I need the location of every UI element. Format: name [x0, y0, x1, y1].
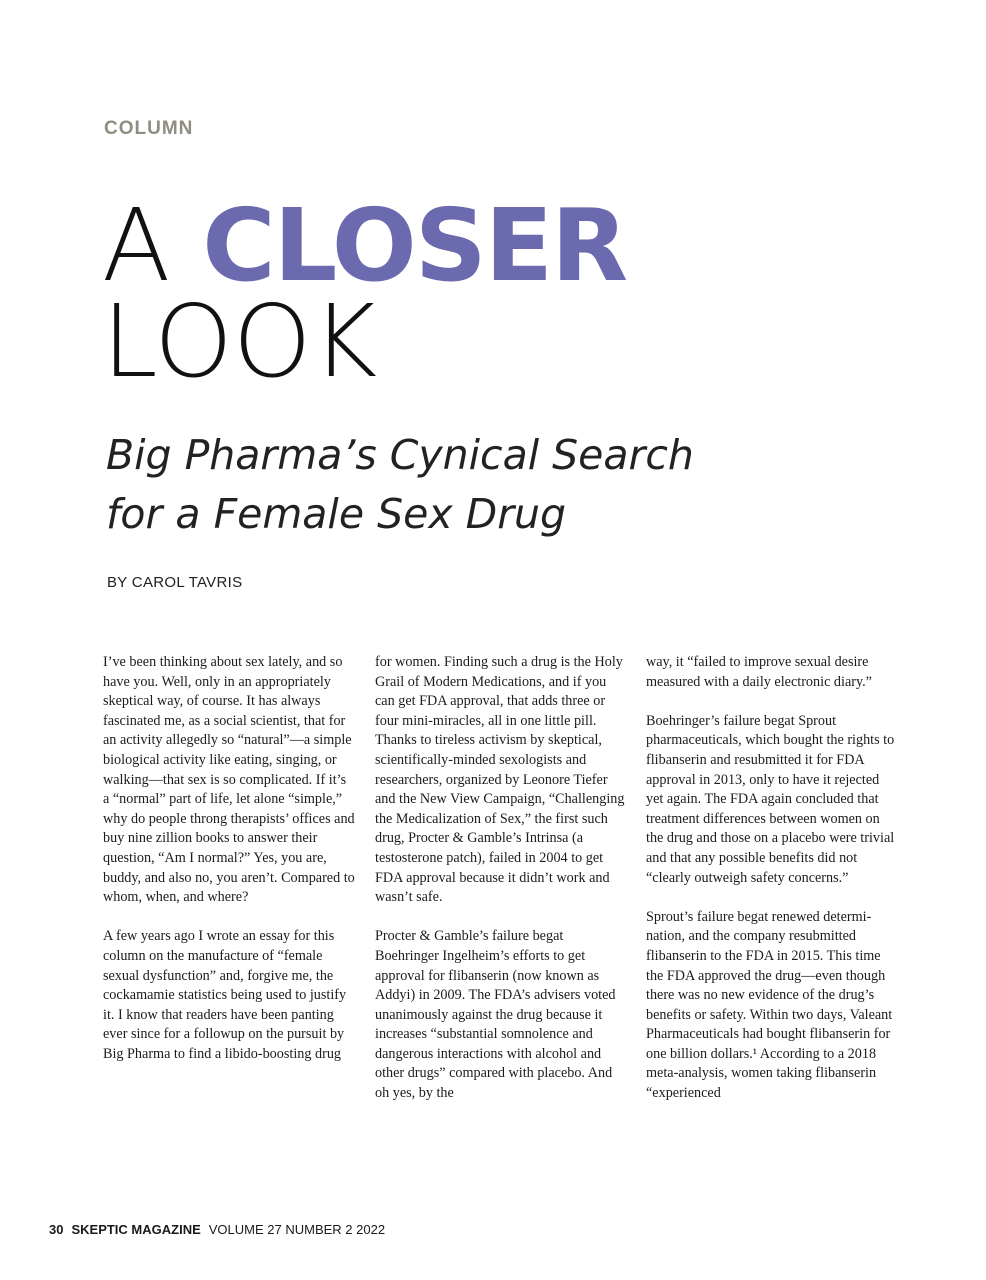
paragraph: way, it “failed to improve sexual desire measured with a daily electronic diary.” [646, 654, 872, 690]
paragraph: Boehringer’s failure begat Sprout pharmaceuticals, which bought the rights to flibanserin and resubmitted it for FDA approval in 2013, only to have it rejected yet again. The FDA again concluded that treatment differences between women on the drug and those on a placebo were trivial and that any possible benefits did not “clearly outweigh safety concerns.” [646, 712, 895, 886]
body-column-2 [375, 653, 627, 1104]
body-column-1 [103, 653, 355, 1064]
paragraph: I’ve been thinking about sex lately, and so have you. Well, only in an appropriately skeptical way, of course. It has always fascinated me, as a social scientist, that for an activity allegedly so “natural”—a simple biological activity like eating, singing, or walking—that sex is so complicated. If it’s a “normal” part of life, let alone “simple,” why do people throng therapists’ offices and buy nine zillion books to answer their question, “Am I normal?” Yes, you are, buddy, and also no, you aren’t. Compared to whom, when, and where? [103, 654, 355, 906]
title-word-a: A [102, 187, 171, 304]
subtitle-line-2: for a Female Sex Drug [106, 490, 567, 538]
paragraph: A few years ago I wrote an essay for this column on the manufacture of “female sexual dysfunction” and, forgive me, the cockamamie statistics being used to justify it. I know that readers have been panting ever since for a followup on the pursuit by Big Pharma to find a libido-boosting drug [103, 928, 347, 1062]
column-title [102, 187, 627, 400]
paragraph: Procter & Gamble’s failure begat Boehringer Ingelheim’s efforts to get approval for flibanserin (now known as Addyi) in 2009. The FDA’s advisers voted unanimously against the drug because it increases “substantial somnolence and dangerous interactions with alcohol and other drugs” compared with placebo. And oh yes, by the [375, 928, 616, 1102]
page-footer [49, 1222, 385, 1237]
issue-info: VOLUME 27 NUMBER 2 2022 [208, 1222, 386, 1237]
title-word-closer: CLOSER [202, 187, 627, 304]
magazine-name: SKEPTIC MAGAZINE [71, 1222, 201, 1237]
body-column-3 [646, 653, 898, 1104]
title-line-1 [102, 187, 627, 304]
title-word-look: LOOK [102, 283, 378, 400]
byline: BY CAROL TAVRIS [107, 574, 243, 591]
paragraph: for women. Finding such a drug is the Holy Grail of Modern Medications, and if you can get FDA approval, that adds three or four mini-miracles, all in one little pill. Thanks to tireless activism by skeptical, scientifically-minded sexologists and researchers, organized by Leonore Tiefer and the New View Campaign, “Challenging the Medicalization of Sex,” the first such drug, Procter & Gamble’s Intrinsa (a testosterone patch), failed in 2004 to get FDA approval because it didn’t work and wasn’t safe. [375, 654, 625, 906]
section-kicker: COLUMN [104, 118, 194, 139]
page-number: 30 [49, 1222, 64, 1237]
article-subtitle [106, 426, 706, 544]
paragraph: Sprout’s failure begat renewed determination, and the company resubmitted flibanserin to the FDA in 2015. This time the FDA approved the drug—even though there was no new evidence of the drug’s benefits or safety. Within two days, Valeant Pharmaceuticals had bought flibanserin for one billion dollars.¹ According to a 2018 meta-analysis, women taking flibanserin “experienced [646, 908, 893, 1102]
subtitle-line-1: Big Pharma’s Cynical Search [106, 431, 694, 479]
